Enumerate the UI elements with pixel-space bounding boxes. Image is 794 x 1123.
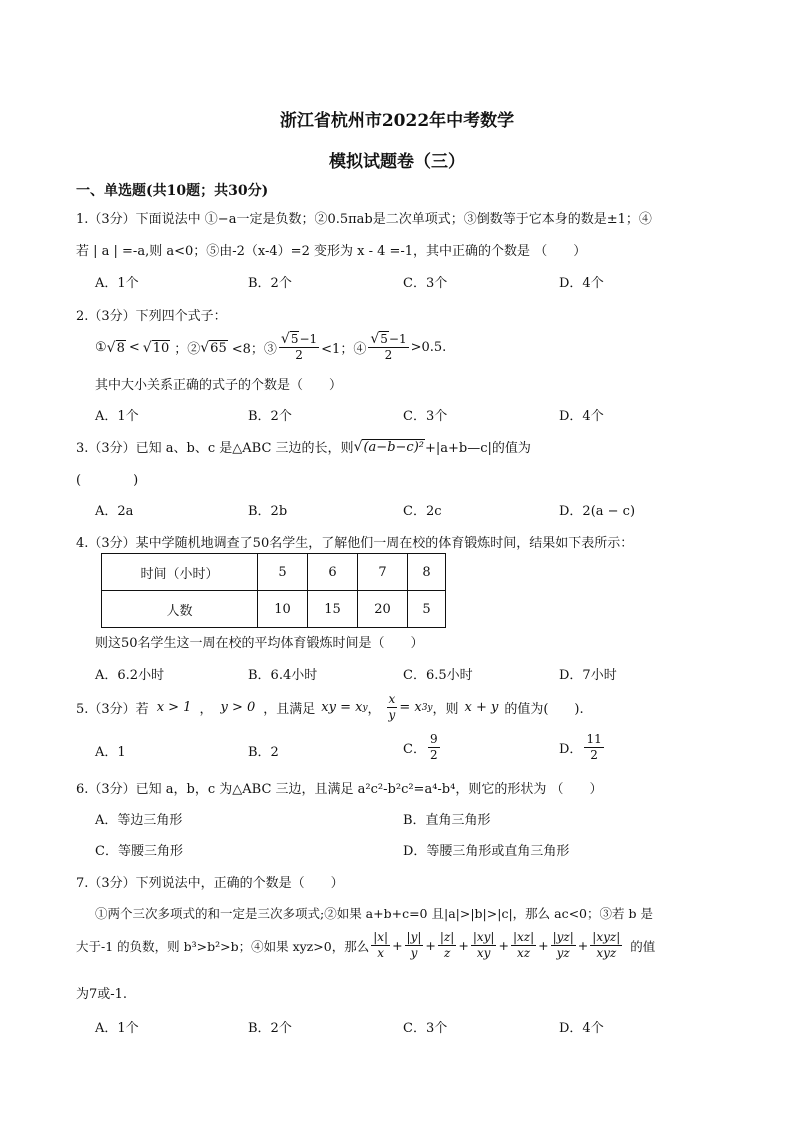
q2-e1-mid: < [128, 340, 140, 355]
q3-paren: ( ) [76, 473, 139, 488]
q1-line1: 1.（3分）下面说法中 ①−a一定是负数；②0.5πab是二次单项式；③倒数等于它本身的数是±1；④ [76, 212, 652, 227]
q4-option-d: D．7小时 [559, 668, 617, 683]
q2-e1-a: 8 [116, 340, 125, 356]
q6-option-c: C．等腰三角形 [95, 844, 183, 859]
q5-option-d: D． $\frac{11}{2}$ [559, 732, 602, 762]
q2-e2-a: 65 [210, 340, 227, 356]
table-row: 时间（小时） 5 6 7 8 [102, 554, 446, 591]
q5-option-c: C． $\frac{9}{2}$ [403, 732, 438, 762]
q2-e2-post: <8；③ [231, 342, 277, 357]
q7-option-d: D．4个 [559, 1021, 604, 1036]
q6-option-d: D．等腰三角形或直角三角形 [403, 844, 570, 859]
q7-frac-xyz: $\frac{\text{|xyz|}}{\text{xyz}}$ [592, 930, 621, 960]
q4-option-c: C．6.5小时 [403, 668, 473, 683]
q2-e4-fraction: $\frac{√5-1}{2}$ [370, 331, 407, 362]
q2-expressions [95, 332, 446, 363]
q3-option-d: D．2(a − c) [559, 504, 636, 519]
q7-line3: 大于-1 的负数，则 b³>b²>b；④如果 xyz>0，那么 $\frac{|x|}{x}$ + $\frac{|y|}{y}$ + $\frac{|z|}{z}$ + $\frac{|xy|}{xy}$ + $\frac{|xz|}{xz}$ + $\frac{|yz|}{yz}$ + $\frac{\text{|xyz|}}{\text{xyz}}$ 的值 [76, 930, 656, 960]
q7-option-b: B．2个 [248, 1021, 292, 1036]
q4-option-a: A．6.2小时 [95, 668, 165, 683]
q2-e3-post: <1；④ [321, 342, 367, 357]
q4-option-b: B．6.4小时 [248, 668, 318, 683]
q7-frac-xz: $\frac{|xz|}{xz}$ [512, 930, 535, 960]
q2-option-a: A．1个 [95, 409, 139, 424]
q7-line2: ①两个三次多项式的和一定是三次多项式;②如果 a+b+c=0 且|a|>|b|>|c|，那么 ac<0；③若 b 是 [95, 906, 653, 921]
q2-e1-b: 10 [152, 340, 170, 356]
q4-data-table [101, 553, 446, 628]
q2-line3: 其中大小关系正确的式子的个数是（ ） [95, 378, 343, 393]
q5-option-a: A．1 [95, 745, 126, 760]
q2-option-d: D．4个 [559, 409, 604, 424]
q3-stem: 3.（3分）已知 a、b、c 是△ABC 三边的长，则 √ (a−b−c)² +|a+b—c|的值为 [76, 438, 531, 456]
sqrt-icon: √ [106, 339, 116, 356]
sqrt-icon: √ [142, 339, 152, 356]
sqrt-icon: √ [370, 331, 380, 347]
q4-stem: 4.（3分）某中学随机地调查了50名学生，了解他们一周在校的体育锻炼时间，结果如下表所示： [76, 536, 634, 551]
q7-frac-yz: $\frac{|yz|}{yz}$ [552, 930, 574, 960]
q2-option-c: C．3个 [403, 409, 448, 424]
section-heading: 一、单选题(共10题；共30分) [76, 183, 269, 199]
q5-fraction: $\frac{x}{y}$ [388, 692, 396, 722]
q3-option-c: C．2c [403, 504, 442, 519]
q1-option-c: C．3个 [403, 276, 448, 291]
page-title: 浙江省杭州市2022年中考数学 [279, 111, 515, 131]
q7-option-c: C．3个 [403, 1021, 448, 1036]
q2-stem: 2.（3分）下列四个式子： [76, 309, 227, 324]
q1-option-d: D．4个 [559, 276, 604, 291]
q2-e1-sep: ；② [174, 342, 201, 357]
sqrt-icon: √ [200, 339, 210, 356]
q7-frac-xy: $\frac{|xy|}{xy}$ [472, 930, 495, 960]
q5-option-b: B．2 [248, 745, 279, 760]
q6-option-a: A．等边三角形 [95, 813, 183, 828]
q2-e3-fraction: $\frac{√5-1}{2}$ [280, 331, 318, 362]
q7-option-a: A．1个 [95, 1021, 139, 1036]
q3-option-b: B．2b [248, 504, 288, 519]
q1-line2: 若 | a | =-a,则 a<0；⑤由-2（x-4）=2 变形为 x - 4 =-1，其中正确的个数是 （ ） [76, 244, 587, 259]
q7-stem: 7.（3分）下列说法中，正确的个数是（ ） [76, 876, 344, 891]
q2-e1-pre: ① [95, 340, 107, 355]
q1-option-b: B．2个 [248, 276, 292, 291]
q3-option-a: A．2a [95, 504, 134, 519]
q2-option-b: B．2个 [248, 409, 292, 424]
page-subtitle: 模拟试题卷（三） [329, 152, 465, 172]
sqrt-icon: √ [280, 331, 290, 347]
q7-line4: 为7或-1. [76, 987, 128, 1002]
table-row: 人数 10 15 20 5 [102, 591, 446, 628]
q7-frac-y: $\frac{|y|}{y}$ [406, 930, 422, 960]
q7-frac-z: $\frac{|z|}{z}$ [439, 930, 455, 960]
q5-stem: 5.（3分）若 x > 1 ， y > 0 ，且满足 xy = x y ， $\frac{x}{y}$ = x 3y ，则 x + y 的值为( ). [76, 692, 584, 722]
q4-line2: 则这50名学生这一周在校的平均体育锻炼时间是（ ） [95, 636, 424, 651]
q7-frac-x: $\frac{|x|}{x}$ [373, 930, 389, 960]
q2-e4-post: >0.5. [410, 340, 447, 355]
q6-option-b: B．直角三角形 [403, 813, 491, 828]
q1-option-a: A．1个 [95, 276, 139, 291]
q6-stem: 6.（3分）已知 a，b，c 为△ABC 三边，且满足 a²c²-b²c²=a⁴-b⁴，则它的形状为 （ ） [76, 782, 603, 797]
sqrt-icon: √ [353, 438, 363, 455]
